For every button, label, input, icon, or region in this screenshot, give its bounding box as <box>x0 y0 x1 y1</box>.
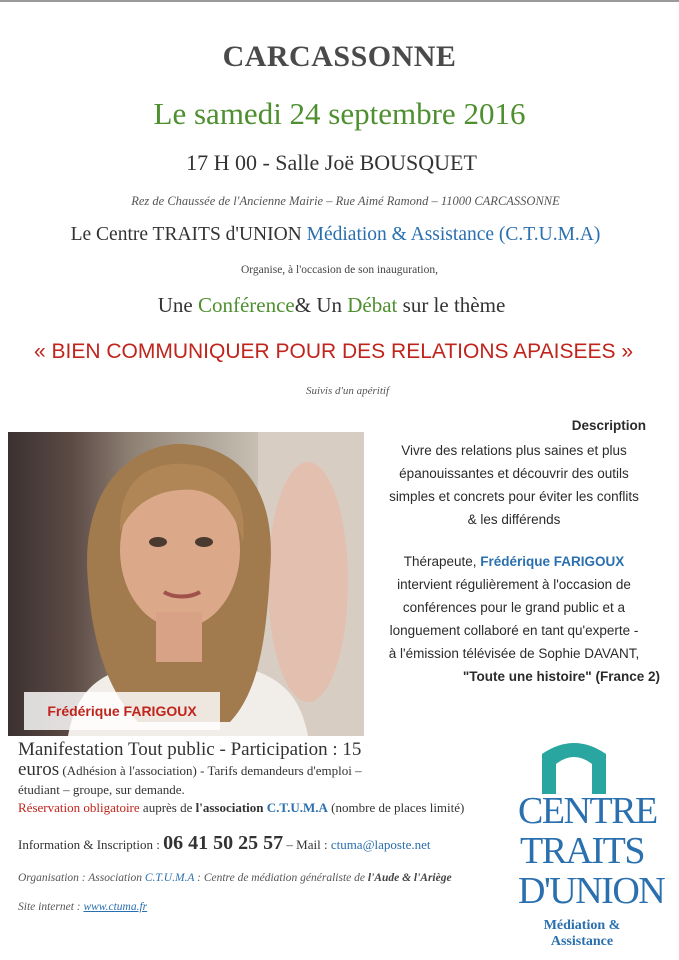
reservation-required: Réservation obligatoire <box>18 800 140 815</box>
description-block <box>362 414 666 688</box>
participation-price: Tout public - Participation : 15 euros <box>18 739 362 780</box>
conf-text-1: Une <box>157 293 198 317</box>
speaker-name: Frédérique FARIGOUX <box>480 554 625 569</box>
ctuma-logo <box>518 740 665 949</box>
logo-line-1: CENTRE <box>518 790 657 832</box>
website-link[interactable]: www.ctuma.fr <box>83 901 148 913</box>
event-time: 17 H 00 - Salle Joë BOUSQUET <box>186 150 477 175</box>
logo-tagline: Médiation & Assistance <box>543 918 621 949</box>
conf-text-3: sur le thème <box>397 293 506 317</box>
speaker-photo <box>8 432 364 736</box>
organisation-line <box>18 872 452 884</box>
orga-ctuma: C.T.U.M.A <box>144 872 195 884</box>
speaker-role: Thérapeute, <box>403 554 481 569</box>
organizer-line <box>0 224 675 246</box>
conference-line <box>0 293 671 318</box>
website-line <box>18 901 147 913</box>
orga-text-2: : Centre de médiation généraliste de <box>194 872 368 884</box>
speaker-portrait-illustration <box>8 432 364 736</box>
description-line: longuement collaboré en tant qu'experte - <box>389 623 639 638</box>
orga-text-1: Organisation : Association <box>18 872 145 884</box>
event-address: Rez de Chaussée de l'Ancienne Mairie – Rue Aimé Ramond – 11000 CARCASSONNE <box>131 194 560 208</box>
photo-caption: Frédérique FARIGOUX <box>24 692 220 730</box>
description-line: conférences pour le grand public et a <box>402 600 626 615</box>
contact-line <box>18 832 431 855</box>
reservation-text: auprès de <box>139 800 196 815</box>
organizer-subtitle: Médiation & Assistance (C.T.U.M.A) <box>306 224 601 245</box>
top-border <box>0 0 679 2</box>
description-line: épanouissantes et découvrir des outils <box>399 466 629 481</box>
mail-label: – Mail : <box>283 837 331 852</box>
email-link[interactable]: ctuma@laposte.net <box>330 837 431 852</box>
description-line: Vivre des relations plus saines et plus <box>401 443 627 458</box>
organizer-name: Le Centre TRAITS d'UNION <box>70 224 307 245</box>
site-label: Site internet : <box>18 901 84 913</box>
conf-word-debat: Débat <box>347 293 398 317</box>
show-channel: (France 2) <box>591 669 660 684</box>
conf-text-2: & Un <box>294 293 348 317</box>
reservation-line <box>18 800 464 816</box>
reservation-limit: (nombre de places limité) <box>327 800 465 815</box>
description-paragraph-1 <box>362 439 666 531</box>
speaker-intro-line <box>362 550 666 573</box>
arch-icon <box>542 740 606 794</box>
phone-number[interactable]: 06 41 50 25 57 <box>163 832 284 854</box>
show-line <box>362 665 666 688</box>
logo-line-2: TRAITS <box>520 830 644 872</box>
city-title: CARCASSONNE <box>222 40 457 73</box>
description-line: à l'émission télévisée de Sophie DAVANT, <box>388 646 640 661</box>
description-line: intervient régulièrement à l'occasion de <box>397 577 631 592</box>
pricing-details: (Adhésion à l'association) - Tarifs demandeurs d'emploi – étudiant – groupe, sur demande. <box>18 763 362 797</box>
description-line: & les différends <box>467 512 561 527</box>
aperitif-note: Suivis d'un apéritif <box>305 385 389 397</box>
organise-line: Organise, à l'occasion de son inauguration, <box>241 264 438 276</box>
conf-word-conference: Conférence <box>197 293 295 317</box>
participation-info <box>18 740 378 799</box>
reservation-ctuma: C.T.U.M.A <box>263 800 328 815</box>
description-line: simples et concrets pour éviter les conflits <box>389 489 639 504</box>
description-paragraph-2 <box>362 550 666 688</box>
theme-title: « BIEN COMMUNIQUER POUR DES RELATIONS APAISEES » <box>33 340 634 363</box>
event-date: Le samedi 24 septembre 2016 <box>153 96 526 131</box>
reservation-association: l'association <box>195 800 264 815</box>
orga-region: l'Aude & l'Ariège <box>367 872 452 884</box>
description-title: Description <box>571 418 646 433</box>
show-title: "Toute une histoire" <box>462 669 592 684</box>
manifestation-label: Manifestation <box>18 739 124 760</box>
info-label: Information & Inscription : <box>18 837 164 852</box>
logo-line-3: D'UNION <box>518 870 665 912</box>
